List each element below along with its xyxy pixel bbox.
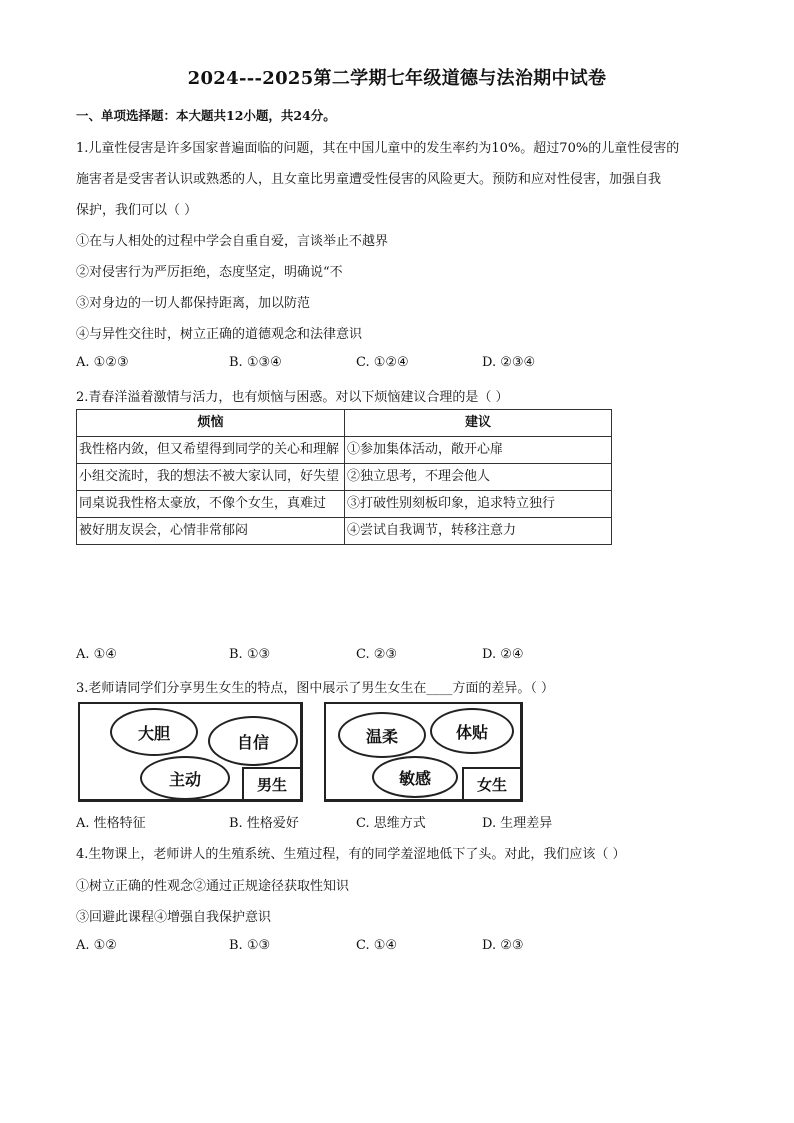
q1-item-1: ①在与人相处的过程中学会自重自爱，言谈举止不越界	[76, 234, 389, 249]
table-cell-advice: ①参加集体活动，敞开心扉	[345, 437, 612, 464]
trait-bubble: 主动	[140, 756, 230, 800]
q1-stem-line-1: 1.儿童性侵害是许多国家普遍面临的问题，其在中国儿童中的发生率约为10%。超过70%的儿童性侵害的	[76, 141, 680, 156]
q1-option-c[interactable]: C. ①②④	[356, 355, 409, 370]
table-cell-worry: 小组交流时，我的想法不被大家认同，好失望	[77, 464, 345, 491]
table-cell-worry: 同桌说我性格太豪放，不像个女生，真难过	[77, 491, 345, 518]
q4-option-b[interactable]: B. ①③	[229, 938, 271, 953]
q4-item-line-1: ①树立正确的性观念②通过正规途径获取性知识	[76, 879, 350, 894]
table-row	[77, 464, 612, 491]
girls-trait-figure	[324, 702, 523, 802]
q1-option-d[interactable]: D. ②③④	[482, 355, 536, 370]
q3-option-c[interactable]: C. 思维方式	[356, 816, 426, 831]
q2-option-b[interactable]: B. ①③	[229, 647, 271, 662]
table-header-advice: 建议	[345, 410, 612, 437]
section-heading: 一、单项选择题：本大题共12小题，共24分。	[76, 108, 336, 123]
girls-label: 女生	[462, 767, 520, 799]
table-cell-advice: ③打破性别刻板印象，追求特立独行	[345, 491, 612, 518]
trait-bubble: 敏感	[372, 756, 458, 798]
trait-bubble: 体贴	[430, 708, 514, 754]
q4-option-a[interactable]: A. ①②	[76, 938, 117, 953]
q4-stem: 4.生物课上，老师讲人的生殖系统、生殖过程，有的同学羞涩地低下了头。对此，我们应该（ ）	[76, 847, 626, 862]
q2-option-a[interactable]: A. ①④	[76, 647, 117, 662]
table-row	[77, 437, 612, 464]
q1-option-a[interactable]: A. ①②③	[76, 355, 129, 370]
table-cell-advice: ②独立思考，不理会他人	[345, 464, 612, 491]
q4-options	[76, 938, 636, 956]
q4-option-d[interactable]: D. ②③	[482, 938, 524, 953]
q2-stem: 2.青春洋溢着激情与活力，也有烦恼与困惑。对以下烦恼建议合理的是（ ）	[76, 390, 509, 405]
q1-item-4: ④与异性交往时，树立正确的道德观念和法律意识	[76, 327, 363, 342]
boys-trait-figure	[78, 702, 303, 802]
q4-item-line-2: ③回避此课程④增强自我保护意识	[76, 910, 272, 925]
q1-option-b[interactable]: B. ①③④	[229, 355, 282, 370]
q2-options	[76, 647, 636, 665]
q1-stem-line-2: 施害者是受害者认识或熟悉的人，且女童比男童遭受性侵害的风险更大。预防和应对性侵害，加强自我	[76, 172, 662, 187]
q1-item-2: ②对侵害行为严厉拒绝，态度坚定，明确说“不	[76, 265, 343, 280]
q3-option-a[interactable]: A. 性格特征	[76, 816, 146, 831]
trait-bubble: 温柔	[338, 712, 426, 758]
q2-option-c[interactable]: C. ②③	[356, 647, 398, 662]
q1-options	[76, 355, 636, 373]
q3-stem: 3.老师请同学们分享男生女生的特点，图中展示了男生女生在____方面的差异。（ ）	[76, 681, 555, 696]
table-header-worry: 烦恼	[77, 410, 345, 437]
q1-stem-line-3: 保护，我们可以（ ）	[76, 203, 198, 218]
table-row	[77, 491, 612, 518]
trait-bubble: 大胆	[110, 708, 198, 756]
trait-bubble: 自信	[208, 716, 298, 766]
table-cell-worry: 被好朋友误会，心情非常郁闷	[77, 518, 345, 545]
boys-label: 男生	[242, 767, 300, 799]
q2-table	[76, 409, 612, 545]
table-cell-worry: 我性格内敛，但又希望得到同学的关心和理解	[77, 437, 345, 464]
q4-option-c[interactable]: C. ①④	[356, 938, 398, 953]
q1-item-3: ③对身边的一切人都保持距离，加以防范	[76, 296, 311, 311]
q2-option-d[interactable]: D. ②④	[482, 647, 524, 662]
table-cell-advice: ④尝试自我调节，转移注意力	[345, 518, 612, 545]
q3-options	[76, 812, 636, 830]
q3-option-d[interactable]: D. 生理差异	[482, 816, 553, 831]
table-header-row	[77, 410, 612, 437]
q3-option-b[interactable]: B. 性格爱好	[229, 816, 299, 831]
table-row	[77, 518, 612, 545]
page-title: 2024---2025第二学期七年级道德与法治期中试卷	[187, 68, 607, 89]
